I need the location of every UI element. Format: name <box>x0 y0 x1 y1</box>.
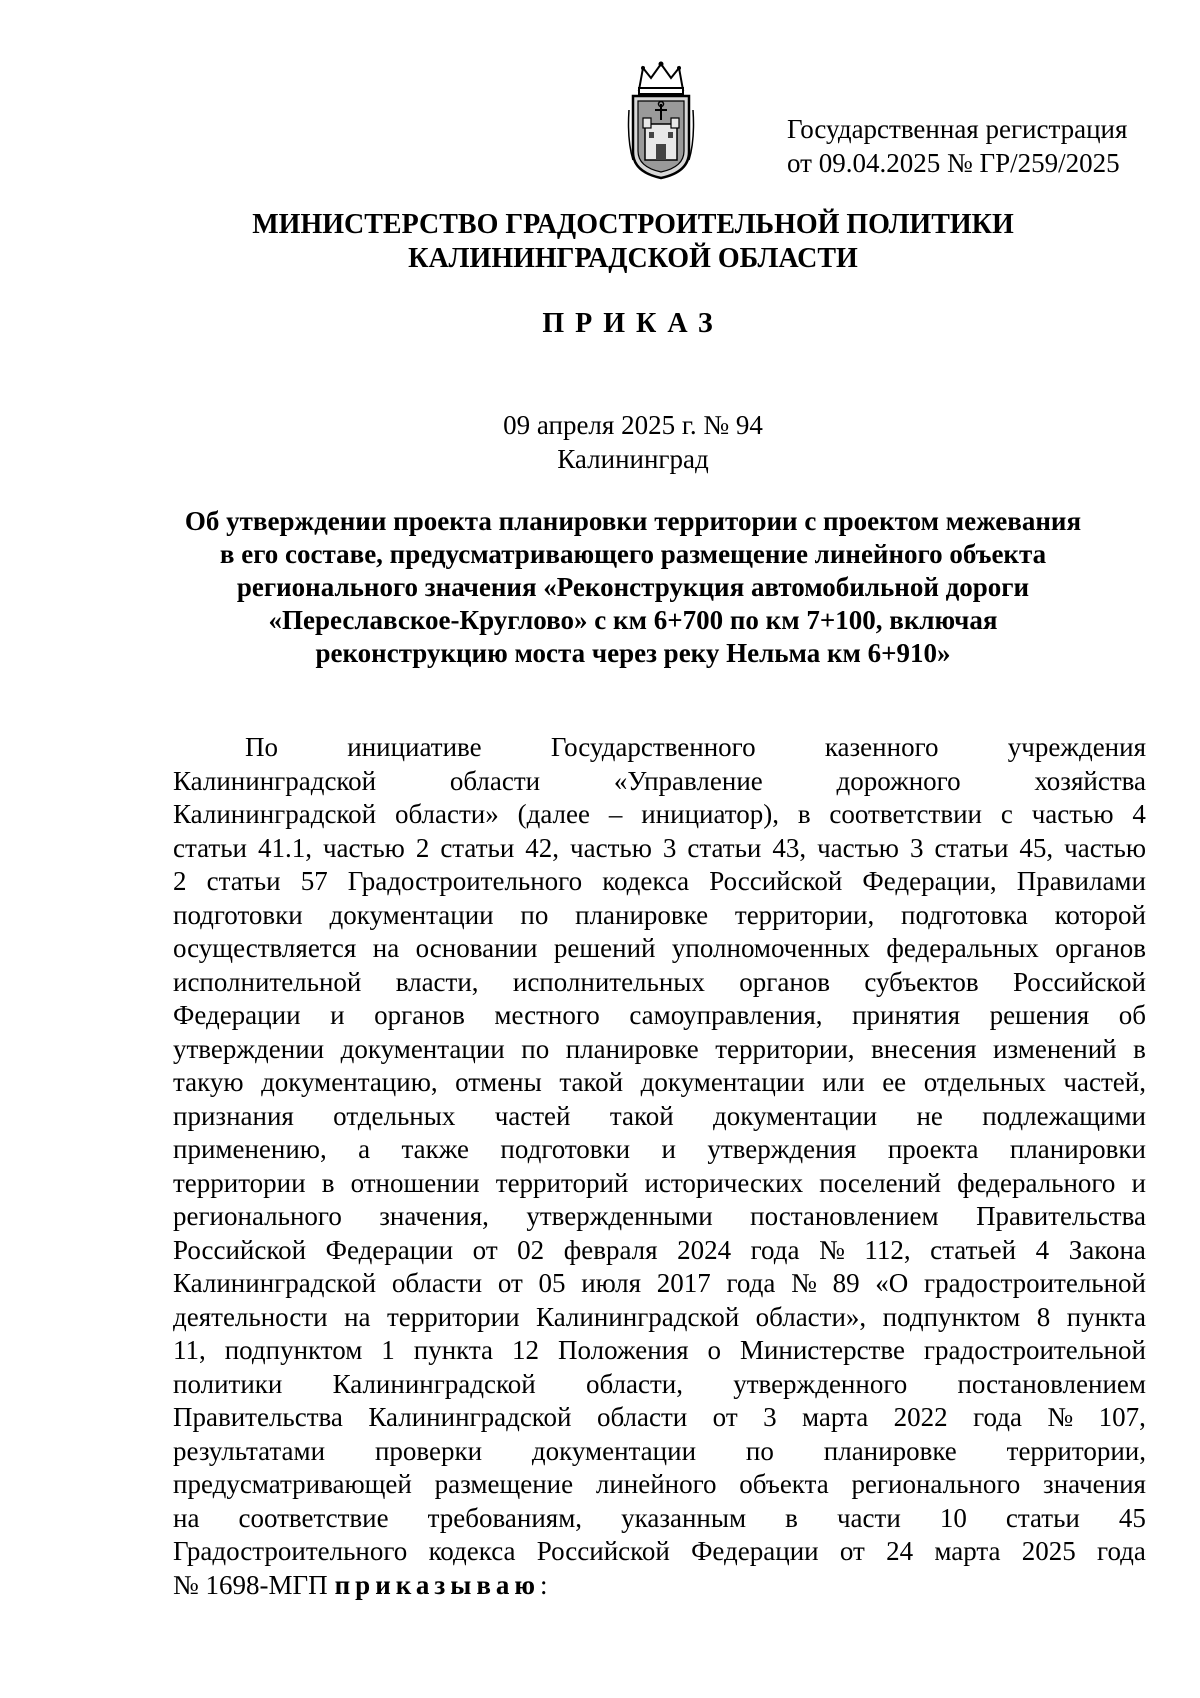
body-word: на <box>344 1301 371 1332</box>
body-line <box>173 1401 1146 1435</box>
body-word: территории, <box>715 1033 855 1064</box>
body-word: инициативе <box>347 732 482 762</box>
body-word: планировке <box>823 1435 957 1466</box>
body-word: Российской <box>173 1234 307 1265</box>
order-city: Калининград <box>557 444 709 474</box>
body-word: градостроительной <box>924 1268 1146 1298</box>
body-word: Калининградской <box>368 1402 572 1432</box>
body-line-final <box>173 1569 1146 1603</box>
body-word: утверждения <box>707 1134 857 1164</box>
body-word: 2025 <box>1021 1536 1076 1566</box>
body-word: года <box>726 1268 776 1298</box>
coat-of-arms-emblem <box>625 60 697 182</box>
body-word: которой <box>1054 899 1146 930</box>
body-word: подпунктом <box>882 1301 1021 1332</box>
body-word: результатами <box>173 1435 326 1466</box>
body-word: в <box>1133 1033 1146 1064</box>
body-word: Калининградской <box>536 1301 740 1332</box>
body-line <box>173 899 1146 933</box>
body-line <box>173 1502 1146 1536</box>
body-line <box>173 1368 1146 1402</box>
body-line <box>173 1301 1146 1335</box>
body-word: частью <box>1031 799 1114 829</box>
body-word: марта <box>934 1536 1001 1566</box>
body-word: также <box>401 1134 470 1164</box>
body-word: 89 <box>832 1268 860 1298</box>
body-word: регионального <box>173 1201 342 1231</box>
body-word: 2017 <box>656 1268 711 1298</box>
body-word: области, <box>585 1368 683 1399</box>
body-line <box>173 1267 1146 1301</box>
body-word: статьи <box>934 832 1009 863</box>
body-word: частью <box>1064 832 1146 863</box>
order-date-number: 09 апреля 2025 г. № 94 <box>503 410 763 440</box>
body-word: «Управление <box>613 765 763 796</box>
body-word: 2022 <box>893 1402 948 1432</box>
registration-block <box>787 112 1127 180</box>
ministry-title-line-1: МИНИСТЕРСТВО ГРАДОСТРОИТЕЛЬНОЙ ПОЛИТИКИ <box>252 209 1014 240</box>
body-word: «О <box>875 1268 909 1298</box>
body-word: статьи <box>440 832 515 863</box>
body-line <box>173 1234 1146 1268</box>
body-word: года <box>750 1234 800 1265</box>
body-word: области», <box>755 1301 867 1332</box>
ministry-title-line-2: КАЛИНИНГРАДСКОЙ ОБЛАСТИ <box>408 243 858 274</box>
decree-reference: № 1698-МГП <box>173 1569 328 1600</box>
body-word: статьи <box>206 866 281 896</box>
body-word: поселений <box>819 1167 941 1198</box>
body-word: части <box>836 1502 901 1533</box>
body-line <box>173 1066 1146 1100</box>
registration-number: от 09.04.2025 № ГР/259/2025 <box>787 148 1120 178</box>
body-word: года <box>973 1402 1022 1432</box>
body-word: дорожного <box>836 765 961 796</box>
body-word: № <box>1047 1402 1074 1432</box>
body-word: статьи <box>687 832 762 863</box>
body-word: применению, <box>173 1134 327 1164</box>
body-word: пункта <box>1066 1301 1146 1332</box>
body-word: местного <box>494 1000 600 1030</box>
body-word: по <box>520 899 549 930</box>
body-word: 107, <box>1098 1402 1146 1432</box>
body-word: внесения <box>871 1033 977 1064</box>
body-word: частью <box>817 832 899 863</box>
order-subject <box>0 505 1200 670</box>
subject-line: Об утверждении проекта планировки территории с проектом межевания <box>184 506 1082 536</box>
subject-line: «Переславское-Круглово» с км 6+700 по км 7+100, включая <box>268 605 998 635</box>
body-word: или <box>822 1067 865 1097</box>
body-word: регионального <box>851 1469 1021 1499</box>
body-word: размещение <box>434 1469 574 1499</box>
body-word: и <box>1131 1167 1146 1198</box>
body-word: Закона <box>1068 1234 1146 1265</box>
body-line <box>173 1167 1146 1201</box>
body-word: 57 <box>300 866 328 896</box>
body-word: Российской <box>709 866 843 896</box>
subject-line: регионального значения «Реконструкция автомобильной дороги <box>236 572 1030 602</box>
subject-line: реконструкцию моста через реку Нельма км 6+910» <box>315 638 951 668</box>
body-line <box>173 999 1146 1033</box>
body-word: изменений <box>993 1033 1117 1064</box>
body-word: области <box>596 1402 688 1432</box>
body-word: такой <box>609 1100 674 1131</box>
body-word: требованиям, <box>427 1502 583 1533</box>
body-word: планировки <box>1009 1134 1146 1164</box>
body-word: подпунктом <box>224 1335 363 1365</box>
body-word: предусматривающей <box>173 1469 412 1499</box>
body-word: планировке <box>575 899 709 930</box>
body-word: федеральных <box>886 933 1039 963</box>
body-word: Российской <box>1012 966 1146 997</box>
body-word: в <box>785 1502 798 1533</box>
body-word: уполномоченных <box>671 933 870 963</box>
body-word: принятия <box>852 1000 961 1030</box>
body-line <box>173 731 1146 765</box>
body-word: № <box>819 1234 845 1265</box>
body-word: Градостроительного <box>347 866 583 896</box>
body-word: хозяйства <box>1034 765 1146 796</box>
body-word: значения, <box>379 1201 489 1231</box>
body-word: по <box>745 1435 774 1466</box>
decree-colon: : <box>540 1569 548 1600</box>
body-word: отдельных <box>923 1067 1046 1097</box>
body-word: 3 <box>909 832 924 863</box>
body-word: территории, <box>1006 1435 1146 1466</box>
body-word: области <box>449 765 541 796</box>
body-word: и <box>330 1000 345 1030</box>
body-word: Федерации <box>173 1000 301 1030</box>
body-word: 1 <box>381 1335 395 1365</box>
body-word: подлежащими <box>982 1100 1146 1131</box>
body-word: объекта <box>739 1469 829 1499</box>
body-word: Государственного <box>550 732 756 762</box>
body-word: подготовка <box>901 899 1028 930</box>
body-word: подготовки <box>500 1134 631 1164</box>
body-word: инициатор), <box>641 799 779 829</box>
body-line <box>173 798 1146 832</box>
body-word: частью <box>570 832 652 863</box>
body-word: признания <box>173 1100 294 1131</box>
body-word: о <box>707 1335 721 1365</box>
body-word: 112, <box>864 1234 911 1265</box>
body-word: власти, <box>395 966 479 997</box>
body-word: отдельных <box>333 1100 456 1131</box>
body-word: в <box>321 1167 335 1198</box>
body-word: решения <box>989 1000 1090 1030</box>
body-word: с <box>1000 799 1013 829</box>
body-word: Федерации <box>325 1234 454 1265</box>
body-line <box>173 765 1146 799</box>
body-word: самоуправления, <box>629 1000 823 1030</box>
body-line <box>173 1100 1146 1134</box>
body-word: 05 <box>538 1268 566 1298</box>
body-word: 41.1, <box>257 832 312 863</box>
body-line <box>173 1535 1146 1569</box>
body-word: 2024 <box>677 1234 732 1265</box>
body-word: градостроительной <box>923 1335 1146 1365</box>
body-word: осуществляется <box>173 933 357 963</box>
body-word: области <box>391 1268 483 1298</box>
body-line <box>173 1033 1146 1067</box>
body-word: органов <box>1055 933 1146 963</box>
body-word: 43, <box>772 832 807 863</box>
body-word: частей <box>494 1100 571 1131</box>
body-word: казенного <box>824 732 939 762</box>
body-word: такой <box>559 1067 624 1097</box>
body-word: планировке <box>565 1033 699 1064</box>
body-word: 02 <box>517 1234 545 1265</box>
body-word: 4 <box>1132 799 1146 829</box>
body-word: июля <box>581 1268 642 1298</box>
body-word: от <box>472 1234 498 1265</box>
body-word: учреждения <box>1007 732 1146 762</box>
body-word: Правительства <box>173 1402 343 1432</box>
body-word: 8 <box>1036 1301 1051 1332</box>
body-word: Положения <box>557 1335 689 1365</box>
body-word: об <box>1118 1000 1146 1030</box>
body-word: документации <box>531 1435 697 1466</box>
body-word: утверждении <box>173 1033 325 1064</box>
body-word: федерального <box>957 1167 1116 1198</box>
body-word: 4 <box>1035 1234 1050 1265</box>
body-word: основании <box>415 933 538 963</box>
body-word: Федерации, <box>862 866 997 896</box>
body-word: соответствие <box>238 1502 389 1533</box>
body-word: а <box>358 1134 371 1164</box>
body-word: документации <box>640 1067 805 1097</box>
body-word: 11, <box>173 1335 206 1365</box>
body-line <box>173 865 1146 899</box>
body-word: документации <box>340 1033 505 1064</box>
body-word: линейного <box>595 1469 717 1499</box>
body-word: Калининградской <box>173 799 377 829</box>
body-word: 2 <box>173 866 187 896</box>
body-word: 45 <box>1118 1502 1146 1533</box>
body-line <box>173 832 1146 866</box>
body-word: территории <box>173 1167 306 1198</box>
body-word: Правилами <box>1016 866 1146 896</box>
body-word: документации <box>712 1100 878 1131</box>
body-word: документацию, <box>261 1067 438 1097</box>
body-word: частью <box>322 832 405 863</box>
body-word: исполнительной <box>173 966 362 997</box>
body-word: проверки <box>374 1435 483 1466</box>
body-word: от <box>839 1536 865 1566</box>
order-heading: ПРИКАЗ <box>542 308 724 339</box>
body-word: по <box>521 1033 550 1064</box>
body-word: решений <box>553 933 656 963</box>
body-word: исполнительных <box>512 966 705 997</box>
body-word: 24 <box>886 1536 914 1566</box>
body-word: на <box>173 1502 200 1533</box>
body-word: 3 <box>662 832 677 863</box>
body-word: 12 <box>512 1335 539 1365</box>
body-line <box>173 1200 1146 1234</box>
body-word: статьи <box>173 832 247 863</box>
body-word: указанным <box>621 1502 747 1533</box>
body-word: утвержденными <box>526 1201 713 1231</box>
body-word: утвержденного <box>733 1368 908 1399</box>
body-word: органов <box>739 966 831 997</box>
body-word: № <box>791 1268 817 1298</box>
body-word: По <box>245 732 278 762</box>
body-word: частей, <box>1063 1067 1146 1097</box>
body-word: 45, <box>1019 832 1054 863</box>
body-word: органов <box>374 1000 465 1030</box>
body-line <box>173 966 1146 1000</box>
body-word: такую <box>173 1067 244 1097</box>
body-word: Российской <box>536 1536 670 1566</box>
body-word: постановлением <box>750 1201 939 1231</box>
body-word: года <box>1097 1536 1146 1566</box>
body-word: статьей <box>930 1234 1017 1265</box>
body-word: в <box>797 799 811 829</box>
body-word: кодекса <box>428 1536 516 1566</box>
decree-keyword: приказываю <box>334 1569 541 1600</box>
ministry-title <box>0 208 1200 276</box>
body-word: Калининградской <box>332 1368 536 1399</box>
body-word: на <box>372 933 400 963</box>
subject-line: в его составе, предусматривающего размещение линейного объекта <box>219 539 1047 569</box>
body-word: Федерации <box>691 1536 819 1566</box>
body-word: отмены <box>455 1067 542 1097</box>
body-word: – <box>608 799 623 829</box>
body-word: исторических <box>644 1167 804 1198</box>
body-word: 42, <box>525 832 560 863</box>
body-word: Градостроительного <box>173 1536 408 1566</box>
order-date-block <box>0 408 1200 476</box>
body-word: Калининградской <box>173 765 377 796</box>
body-word: кодекса <box>602 866 690 896</box>
body-word: марта <box>802 1402 869 1432</box>
body-line <box>173 932 1146 966</box>
body-word: и <box>661 1134 676 1164</box>
body-line <box>173 1334 1146 1368</box>
body-word: 3 <box>763 1402 777 1432</box>
body-line <box>173 1133 1146 1167</box>
registration-label: Государственная регистрация <box>787 114 1128 144</box>
body-word: области» <box>394 799 499 829</box>
body-word: Калининградской <box>173 1268 377 1298</box>
body-word: территорий <box>495 1167 629 1198</box>
body-word: 10 <box>939 1502 967 1533</box>
body-word: политики <box>173 1368 283 1399</box>
body-word: пункта <box>413 1335 494 1365</box>
body-word: деятельности <box>173 1301 328 1332</box>
body-word: ее <box>882 1067 907 1097</box>
body-word: субъектов <box>864 966 979 997</box>
body-word: подготовки <box>173 899 303 930</box>
body-word: значения <box>1043 1469 1146 1499</box>
body-word: Министерстве <box>739 1335 905 1365</box>
body-line <box>173 1468 1146 1502</box>
body-word: территории <box>386 1301 520 1332</box>
body-word: 2 <box>415 832 430 863</box>
body-word: (далее <box>517 799 591 829</box>
body-word: проекта <box>887 1134 979 1164</box>
order-body-paragraph <box>173 731 1146 1602</box>
body-word: соответствии <box>829 799 982 829</box>
body-word: статьи <box>1005 1502 1080 1533</box>
body-word: февраля <box>563 1234 658 1265</box>
body-word: документации <box>329 899 494 930</box>
body-word: не <box>916 1100 943 1131</box>
body-line <box>173 1435 1146 1469</box>
body-word: территории, <box>734 899 875 930</box>
body-word: отношении <box>350 1167 480 1198</box>
body-word: Правительства <box>976 1201 1146 1231</box>
body-word: постановлением <box>957 1368 1146 1399</box>
body-word: от <box>497 1268 523 1298</box>
body-word: от <box>712 1402 738 1432</box>
